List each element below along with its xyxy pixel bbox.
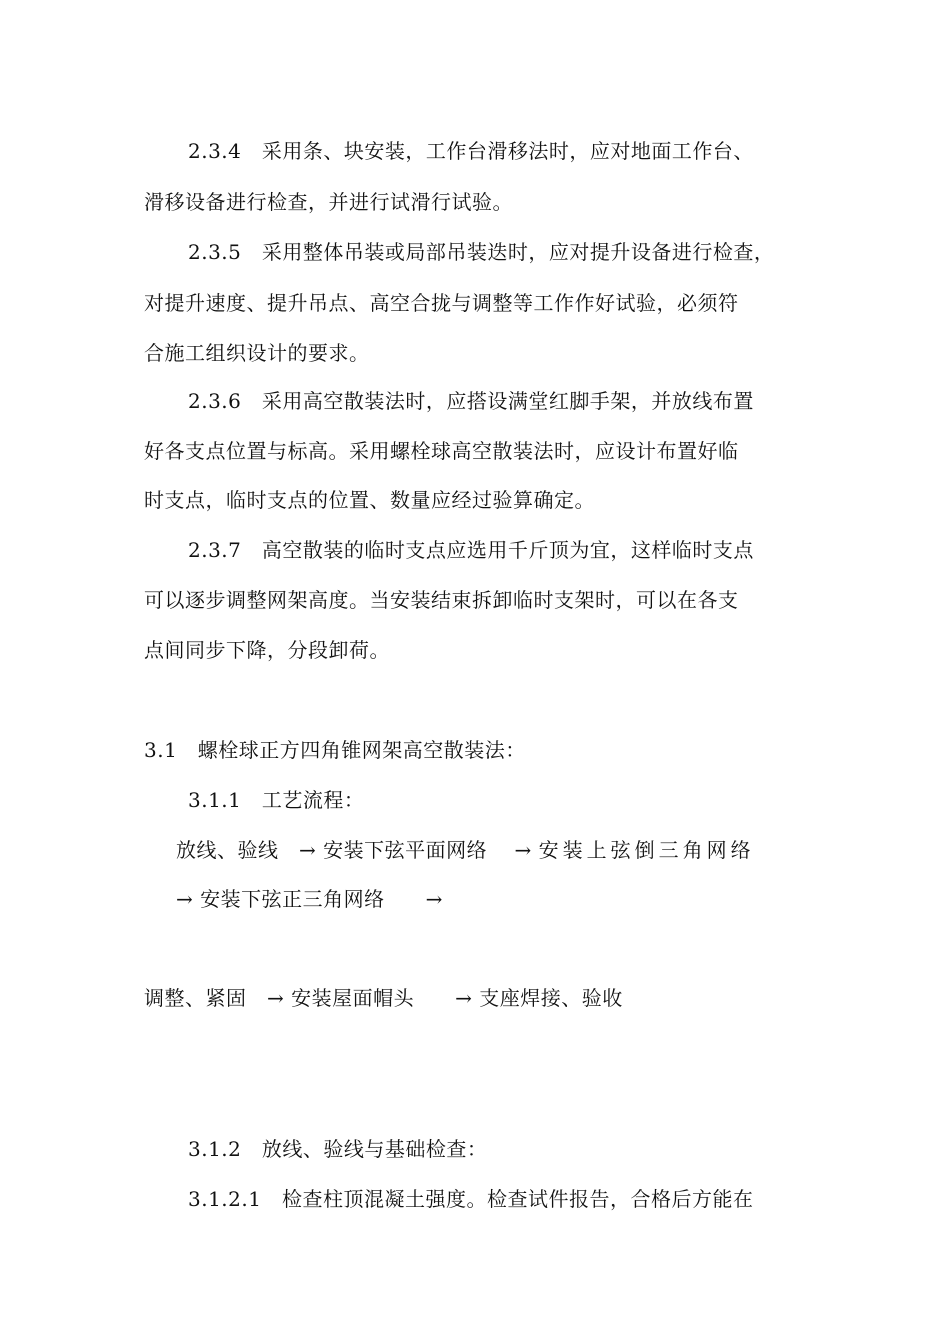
paragraph-2-3-5-line-2: 对提升速度、提升吊点、高空合拢与调整等工作作好试验，必须符 bbox=[144, 291, 739, 315]
paragraph-2-3-7-line-1: 2.3.7 高空散装的临时支点应选用千斤顶为宜，这样临时支点 bbox=[188, 538, 754, 562]
paragraph-2-3-6-line-2: 好各支点位置与标高。采用螺栓球高空散装法时，应设计布置好临 bbox=[144, 439, 739, 463]
paragraph-2-3-5-line-1: 2.3.5 采用整体吊装或局部吊装迭时，应对提升设备进行检查， bbox=[188, 240, 775, 264]
paragraph-3-1-2-1-line-1: 3.1.2.1 检查柱顶混凝土强度。检查试件报告，合格后方能在 bbox=[188, 1187, 754, 1211]
paragraph-2-3-7-line-3: 点间同步下降，分段卸荷。 bbox=[144, 638, 390, 662]
paragraph-2-3-7-line-2: 可以逐步调整网架高度。当安装结束拆卸临时支架时，可以在各支 bbox=[144, 588, 739, 612]
paragraph-2-3-6-line-3: 时支点，临时支点的位置、数量应经过验算确定。 bbox=[144, 488, 595, 512]
process-flow-line-1 bbox=[176, 836, 755, 864]
process-flow-line-1-part-a: 放线、验线 → 安装下弦平面网络 → bbox=[176, 838, 539, 862]
process-flow-line-3: 调整、紧固 → 安装屋面帽头 → 支座焊接、验收 bbox=[144, 986, 623, 1010]
paragraph-2-3-4-line-2: 滑移设备进行检查，并进行试滑行试验。 bbox=[144, 190, 513, 214]
section-3-1-1-heading: 3.1.1 工艺流程： bbox=[188, 788, 365, 812]
process-flow-line-2: → 安装下弦正三角网络 → bbox=[176, 887, 443, 911]
paragraph-2-3-6-line-1: 2.3.6 采用高空散装法时，应搭设满堂红脚手架，并放线布置 bbox=[188, 389, 754, 413]
process-flow-line-1-part-b: 安装上弦倒三角网络 bbox=[538, 838, 755, 862]
section-3-1-heading: 3.1 螺栓球正方四角锥网架高空散装法： bbox=[144, 738, 526, 762]
section-3-1-2-heading: 3.1.2 放线、验线与基础检查： bbox=[188, 1137, 488, 1161]
paragraph-2-3-5-line-3: 合施工组织设计的要求。 bbox=[144, 341, 370, 365]
paragraph-2-3-4-line-1: 2.3.4 采用条、块安装，工作台滑移法时，应对地面工作台、 bbox=[188, 139, 754, 163]
